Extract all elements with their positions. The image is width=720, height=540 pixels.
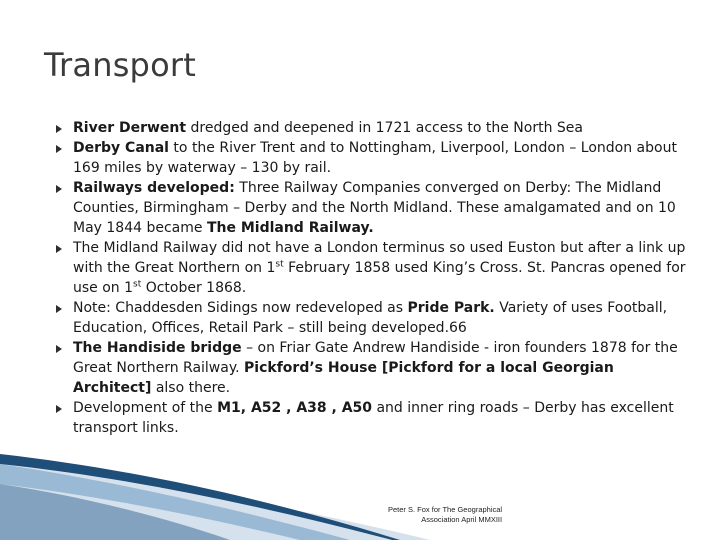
bullet-item [56, 118, 696, 138]
bullet-item [56, 238, 696, 298]
body-text: – on Friar Gate Andrew Handiside - iron founders 1878 for the Great Northern Railway. [73, 340, 678, 376]
bullet-arrow-icon [56, 245, 62, 253]
bold-text: The Midland Railway. [206, 220, 374, 236]
body-text: October 1868. [141, 280, 247, 296]
body-text: Variety of uses Football, Education, Offices, Retail Park – still being developed.66 [73, 300, 668, 336]
bullet-list [56, 118, 696, 438]
superscript-text: st [275, 259, 284, 270]
bold-text: The Handiside bridge [73, 340, 242, 356]
credit-line-1: Peter S. Fox for The Geographical [388, 505, 503, 514]
credit-line-2: Association April MMXIII [421, 515, 503, 524]
body-text: also there. [151, 380, 231, 396]
credit-text [388, 505, 502, 525]
body-text: to the River Trent and to Nottingham, Liverpool, London – London about 169 miles by waterway – 130 by rail. [73, 140, 677, 176]
bullet-arrow-icon [56, 345, 62, 353]
bold-text: M1, A52 , A38 , A50 [217, 400, 373, 416]
body-text: The Midland Railway did not have a London terminus so used Euston but after a link up with the Great Northern on 1 [73, 240, 686, 276]
superscript-text: st [133, 279, 142, 290]
bold-text: Railways developed: [73, 180, 235, 196]
bold-text: River Derwent [73, 120, 187, 136]
body-text: Three Railway Companies converged on Derby: The Midland Counties, Birmingham – Derby and the North Midland. These amalgamated and on 10 May 1844 became [73, 180, 676, 236]
bold-text: Pride Park. [407, 300, 495, 316]
body-text: and inner ring roads – Derby has excellent transport links. [73, 400, 674, 436]
body-text: February 1858 used King’s Cross. St. Pancras opened for use on 1 [73, 260, 686, 296]
body-text: Note: Chaddesden Sidings now redeveloped as [73, 300, 408, 316]
bullet-arrow-icon [56, 405, 62, 413]
body-text: Development of the [73, 400, 218, 416]
bold-text: Derby Canal [73, 140, 169, 156]
bullet-item [56, 298, 696, 338]
bullet-item [56, 138, 696, 178]
slide-title: Transport [44, 46, 196, 84]
bullet-arrow-icon [56, 305, 62, 313]
bullet-item [56, 178, 696, 238]
bold-text: Pickford’s House [Pickford for a local Georgian Architect] [73, 360, 614, 396]
decorative-swoosh [0, 430, 720, 540]
bullet-arrow-icon [56, 125, 62, 133]
bullet-arrow-icon [56, 185, 62, 193]
bullet-item [56, 338, 696, 398]
body-text: dredged and deepened in 1721 access to the North Sea [186, 120, 583, 136]
bullet-arrow-icon [56, 145, 62, 153]
